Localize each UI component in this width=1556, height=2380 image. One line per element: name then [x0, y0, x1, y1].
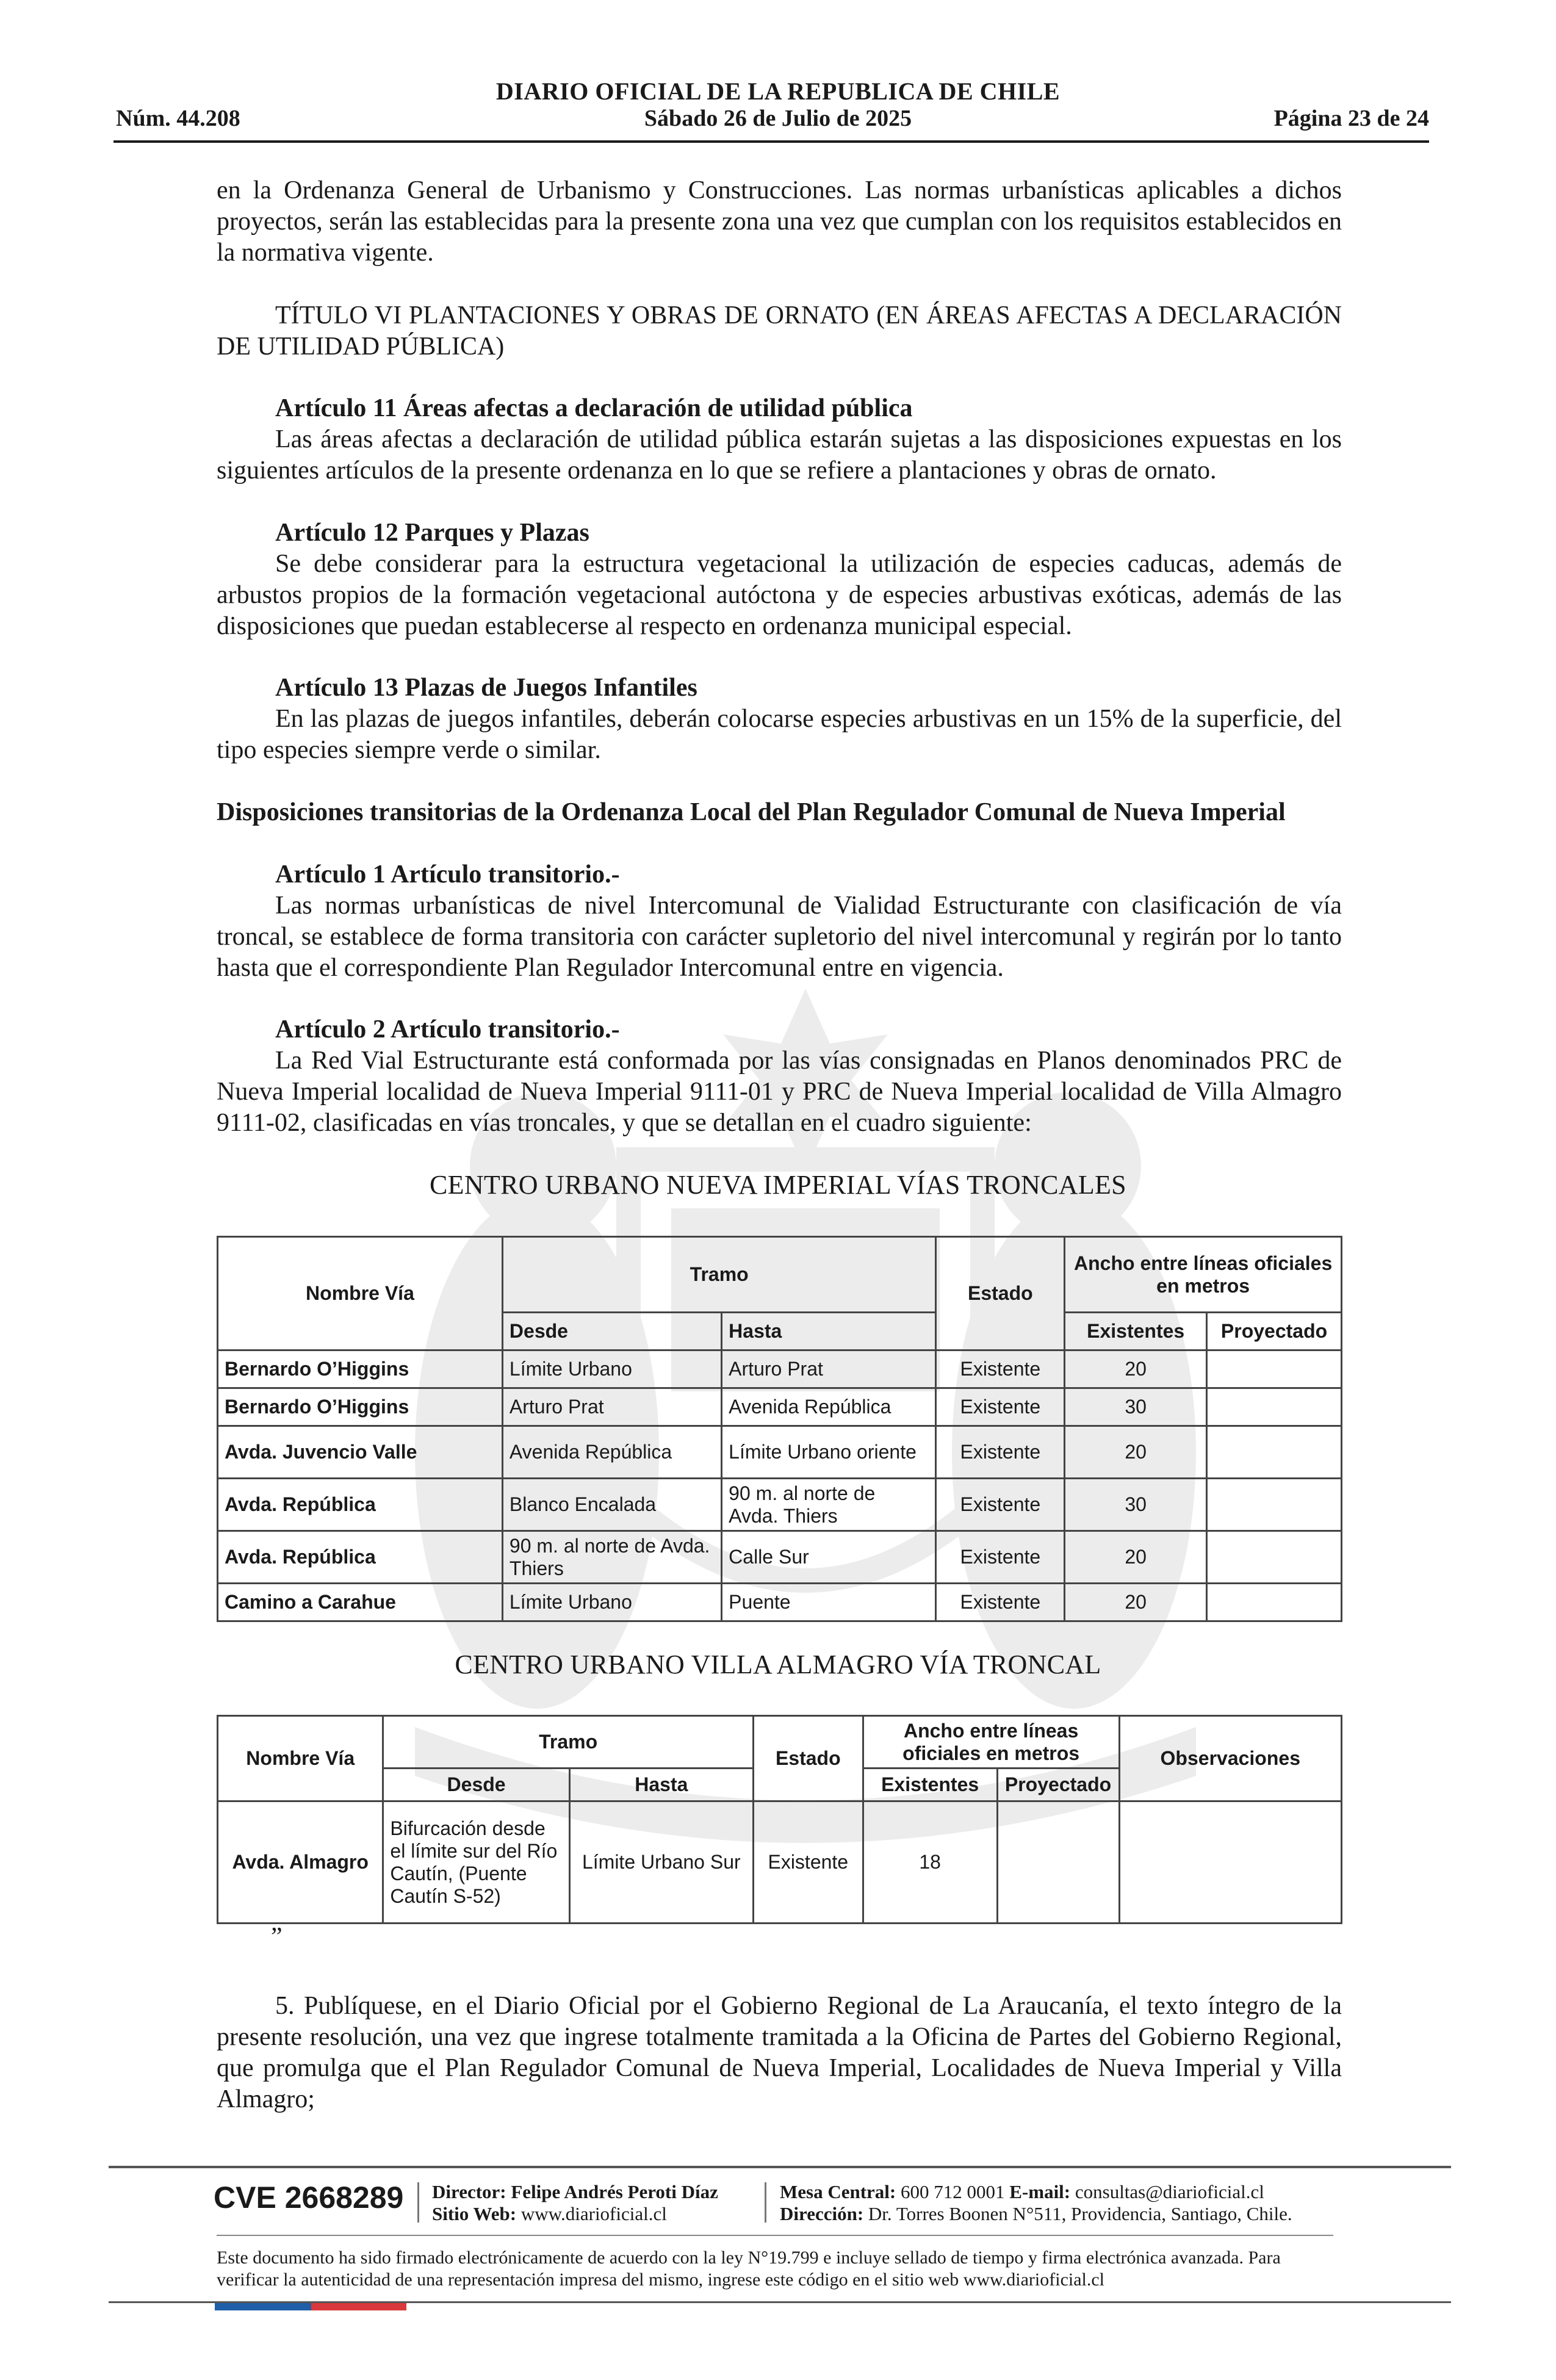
cell-existentes: 20 — [1065, 1350, 1207, 1388]
col-ancho: Ancho entre líneas oficiales en metros — [863, 1716, 1119, 1769]
footer-director-block — [432, 2181, 718, 2225]
cell-proyectado — [1207, 1531, 1342, 1584]
cell-estado: Existente — [753, 1801, 863, 1924]
cell-desde: Blanco Encalada — [502, 1479, 721, 1531]
cell-hasta: 90 m. al norte de Avda. Thiers — [722, 1479, 936, 1531]
table-nueva-imperial — [217, 1236, 1342, 1622]
cell-existentes: 30 — [1065, 1388, 1207, 1426]
cell-nombre: Avda. República — [218, 1531, 503, 1584]
col-tramo: Tramo — [383, 1716, 753, 1769]
table-row — [218, 1479, 1342, 1531]
legal-notice: Este documento ha sido firmado electrónicamente de acuerdo con la ley N°19.799 e incluye sellado de tiempo y firma electrónica avanzada. Para verificar la autenticidad de una representación impresa del mismo, ingrese este código en el sitio web www.diarioficial.cl — [217, 2248, 1281, 2290]
col-desde: Desde — [383, 1769, 569, 1801]
table-row — [218, 1388, 1342, 1426]
col-existentes: Existentes — [1065, 1313, 1207, 1350]
cell-estado: Existente — [936, 1426, 1065, 1479]
direccion-value: Dr. Torres Boonen N°511, Providencia, Santiago, Chile. — [868, 2203, 1292, 2224]
col-nombre-via: Nombre Vía — [218, 1716, 383, 1801]
cell-nombre: Bernardo O’Higgins — [218, 1350, 503, 1388]
web-label: Sitio Web: — [432, 2203, 517, 2224]
cell-existentes: 20 — [1065, 1426, 1207, 1479]
closing-quote: ” — [271, 1923, 283, 1951]
page-number: Página 23 de 24 — [1273, 106, 1429, 131]
cell-existentes: 20 — [1065, 1531, 1207, 1584]
table1-title: CENTRO URBANO NUEVA IMPERIAL VÍAS TRONCALES — [430, 1170, 1126, 1200]
trans1-heading: Artículo 1 Artículo transitorio.- — [275, 860, 620, 889]
web-link[interactable]: www.diarioficial.cl — [520, 2203, 667, 2224]
titulo-vi-heading: TÍTULO VI PLANTACIONES Y OBRAS DE ORNATO (EN ÁREAS AFECTAS A DECLARACIÓN DE UTILIDAD PÚBLICA) — [217, 301, 1342, 361]
cell-nombre: Bernardo O’Higgins — [218, 1388, 503, 1426]
flag-accent-blue — [215, 2303, 311, 2310]
issue-date: Sábado 26 de Julio de 2025 — [644, 106, 912, 131]
col-observaciones: Observaciones — [1119, 1716, 1341, 1801]
mesa-label: Mesa Central: — [780, 2181, 896, 2202]
cell-proyectado — [1207, 1584, 1342, 1621]
email-link[interactable]: consultas@diarioficial.cl — [1075, 2181, 1264, 2202]
point5-paragraph: 5. Publíquese, en el Diario Oficial por el Gobierno Regional de La Araucanía, el texto íntegro de la presente resolución, una vez que ingrese totalmente tramitada a la Oficina de Partes del Gobierno Regional, que promulga que el Plan Regulador Comunal de Nueva Imperial, Localidades de Nueva Imperial y Villa Almagro; — [217, 1992, 1342, 2113]
cell-proyectado — [1207, 1479, 1342, 1531]
table-row — [218, 1350, 1342, 1388]
cell-hasta: Arturo Prat — [722, 1350, 936, 1388]
cell-proyectado — [1207, 1388, 1342, 1426]
col-existentes: Existentes — [863, 1769, 997, 1801]
col-tramo: Tramo — [502, 1237, 936, 1313]
cell-existentes: 20 — [1065, 1584, 1207, 1621]
col-ancho: Ancho entre líneas oficiales en metros — [1065, 1237, 1342, 1313]
direccion-label: Dirección: — [780, 2203, 864, 2224]
cell-desde: 90 m. al norte de Avda. Thiers — [502, 1531, 721, 1584]
table2-title: CENTRO URBANO VILLA ALMAGRO VÍA TRONCAL — [455, 1650, 1101, 1679]
footer-divider-top — [109, 2166, 1451, 2168]
footer-separator — [765, 2182, 766, 2223]
cell-observaciones — [1119, 1801, 1341, 1924]
col-nombre-via: Nombre Vía — [218, 1237, 503, 1350]
art12-heading: Artículo 12 Parques y Plazas — [275, 519, 589, 547]
flag-accent-red — [311, 2303, 406, 2310]
newspaper-title: DIARIO OFICIAL DE LA REPUBLICA DE CHILE — [495, 78, 1061, 105]
email-label: E-mail: — [1009, 2181, 1071, 2202]
cell-proyectado — [1207, 1426, 1342, 1479]
cell-nombre: Camino a Carahue — [218, 1584, 503, 1621]
table-villa-almagro — [217, 1715, 1342, 1924]
issue-number: Núm. 44.208 — [116, 106, 240, 131]
cell-hasta: Puente — [722, 1584, 936, 1621]
cell-nombre: Avda. Almagro — [218, 1801, 383, 1924]
art13-heading: Artículo 13 Plazas de Juegos Infantiles — [275, 674, 697, 702]
cell-estado: Existente — [936, 1350, 1065, 1388]
table-row — [218, 1584, 1342, 1621]
cell-estado: Existente — [936, 1531, 1065, 1584]
trans2-text: La Red Vial Estructurante está conformada por las vías consignadas en Planos denominados PRC de Nueva Imperial localidad de Nueva Imperial 9111-01 y PRC de Nueva Imperial localidad de Villa Almagro 9111-02, clasificadas en vías troncales, y que se detallan en el cuadro siguiente: — [217, 1047, 1342, 1137]
col-hasta: Hasta — [722, 1313, 936, 1350]
cell-estado: Existente — [936, 1479, 1065, 1531]
col-proyectado: Proyectado — [1207, 1313, 1342, 1350]
art12-text: Se debe considerar para la estructura vegetacional la utilización de especies caducas, además de arbustos propios de la formación vegetacional autóctona y de especies arbustivas exóticas, además de las disposiciones que puedan establecerse al respecto en ordenanza municipal especial. — [217, 550, 1342, 640]
cell-hasta: Límite Urbano Sur — [569, 1801, 753, 1924]
cell-estado: Existente — [936, 1388, 1065, 1426]
cell-desde: Avenida República — [502, 1426, 721, 1479]
mesa-value: 600 712 0001 — [901, 2181, 1005, 2202]
intro-paragraph: en la Ordenanza General de Urbanismo y Construcciones. Las normas urbanísticas aplicables a dichos proyectos, serán las establecidas para la presente zona una vez que cumplan con los requisitos establecidos en la normativa vigente. — [217, 176, 1342, 267]
footer-contact-block — [780, 2181, 1292, 2225]
cell-proyectado — [997, 1801, 1119, 1924]
col-estado: Estado — [936, 1237, 1065, 1350]
art11-text: Las áreas afectas a declaración de utilidad pública estarán sujetas a las disposiciones expuestas en los siguientes artículos de la presente ordenanza en lo que se refiere a plantaciones y obras de ornato. — [217, 425, 1342, 485]
director-label: Director: — [432, 2181, 506, 2202]
footer-separator — [417, 2182, 419, 2223]
art11-heading: Artículo 11 Áreas afectas a declaración de utilidad pública — [275, 394, 913, 422]
trans1-text: Las normas urbanísticas de nivel Intercomunal de Vialidad Estructurante con clasificación de vía troncal, se establece de forma transitoria con carácter supletorio del nivel intercomunal y regirán por lo tanto hasta que el correspondiente Plan Regulador Intercomunal entre en vigencia. — [217, 892, 1342, 982]
footer-divider-mid — [217, 2235, 1333, 2236]
director-name: Felipe Andrés Peroti Díaz — [511, 2181, 718, 2202]
cell-hasta: Límite Urbano oriente — [722, 1426, 936, 1479]
cell-nombre: Avda. Juvencio Valle — [218, 1426, 503, 1479]
col-proyectado: Proyectado — [997, 1769, 1119, 1801]
col-estado: Estado — [753, 1716, 863, 1801]
cell-nombre: Avda. República — [218, 1479, 503, 1531]
cell-desde: Límite Urbano — [502, 1350, 721, 1388]
cell-existentes: 30 — [1065, 1479, 1207, 1531]
transitorias-heading: Disposiciones transitorias de la Ordenanza Local del Plan Regulador Comunal de Nueva Imperial — [217, 798, 1286, 826]
cell-hasta: Avenida República — [722, 1388, 936, 1426]
col-hasta: Hasta — [569, 1769, 753, 1801]
cell-hasta: Calle Sur — [722, 1531, 936, 1584]
cell-proyectado — [1207, 1350, 1342, 1388]
col-desde: Desde — [502, 1313, 721, 1350]
cell-desde: Límite Urbano — [502, 1584, 721, 1621]
cve-code: CVE 2668289 — [214, 2180, 404, 2215]
cell-existentes: 18 — [863, 1801, 997, 1924]
cell-estado: Existente — [936, 1584, 1065, 1621]
table-row — [218, 1531, 1342, 1584]
cell-desde: Bifurcación desde el límite sur del Río Cautín, (Puente Cautín S-52) — [383, 1801, 569, 1924]
trans2-heading: Artículo 2 Artículo transitorio.- — [275, 1015, 620, 1044]
cell-desde: Arturo Prat — [502, 1388, 721, 1426]
header-divider — [113, 140, 1429, 143]
table-row — [218, 1426, 1342, 1479]
art13-text: En las plazas de juegos infantiles, deberán colocarse especies arbustivas en un 15% de la superficie, del tipo especies siempre verde o similar. — [217, 705, 1342, 764]
table-row — [218, 1801, 1342, 1924]
